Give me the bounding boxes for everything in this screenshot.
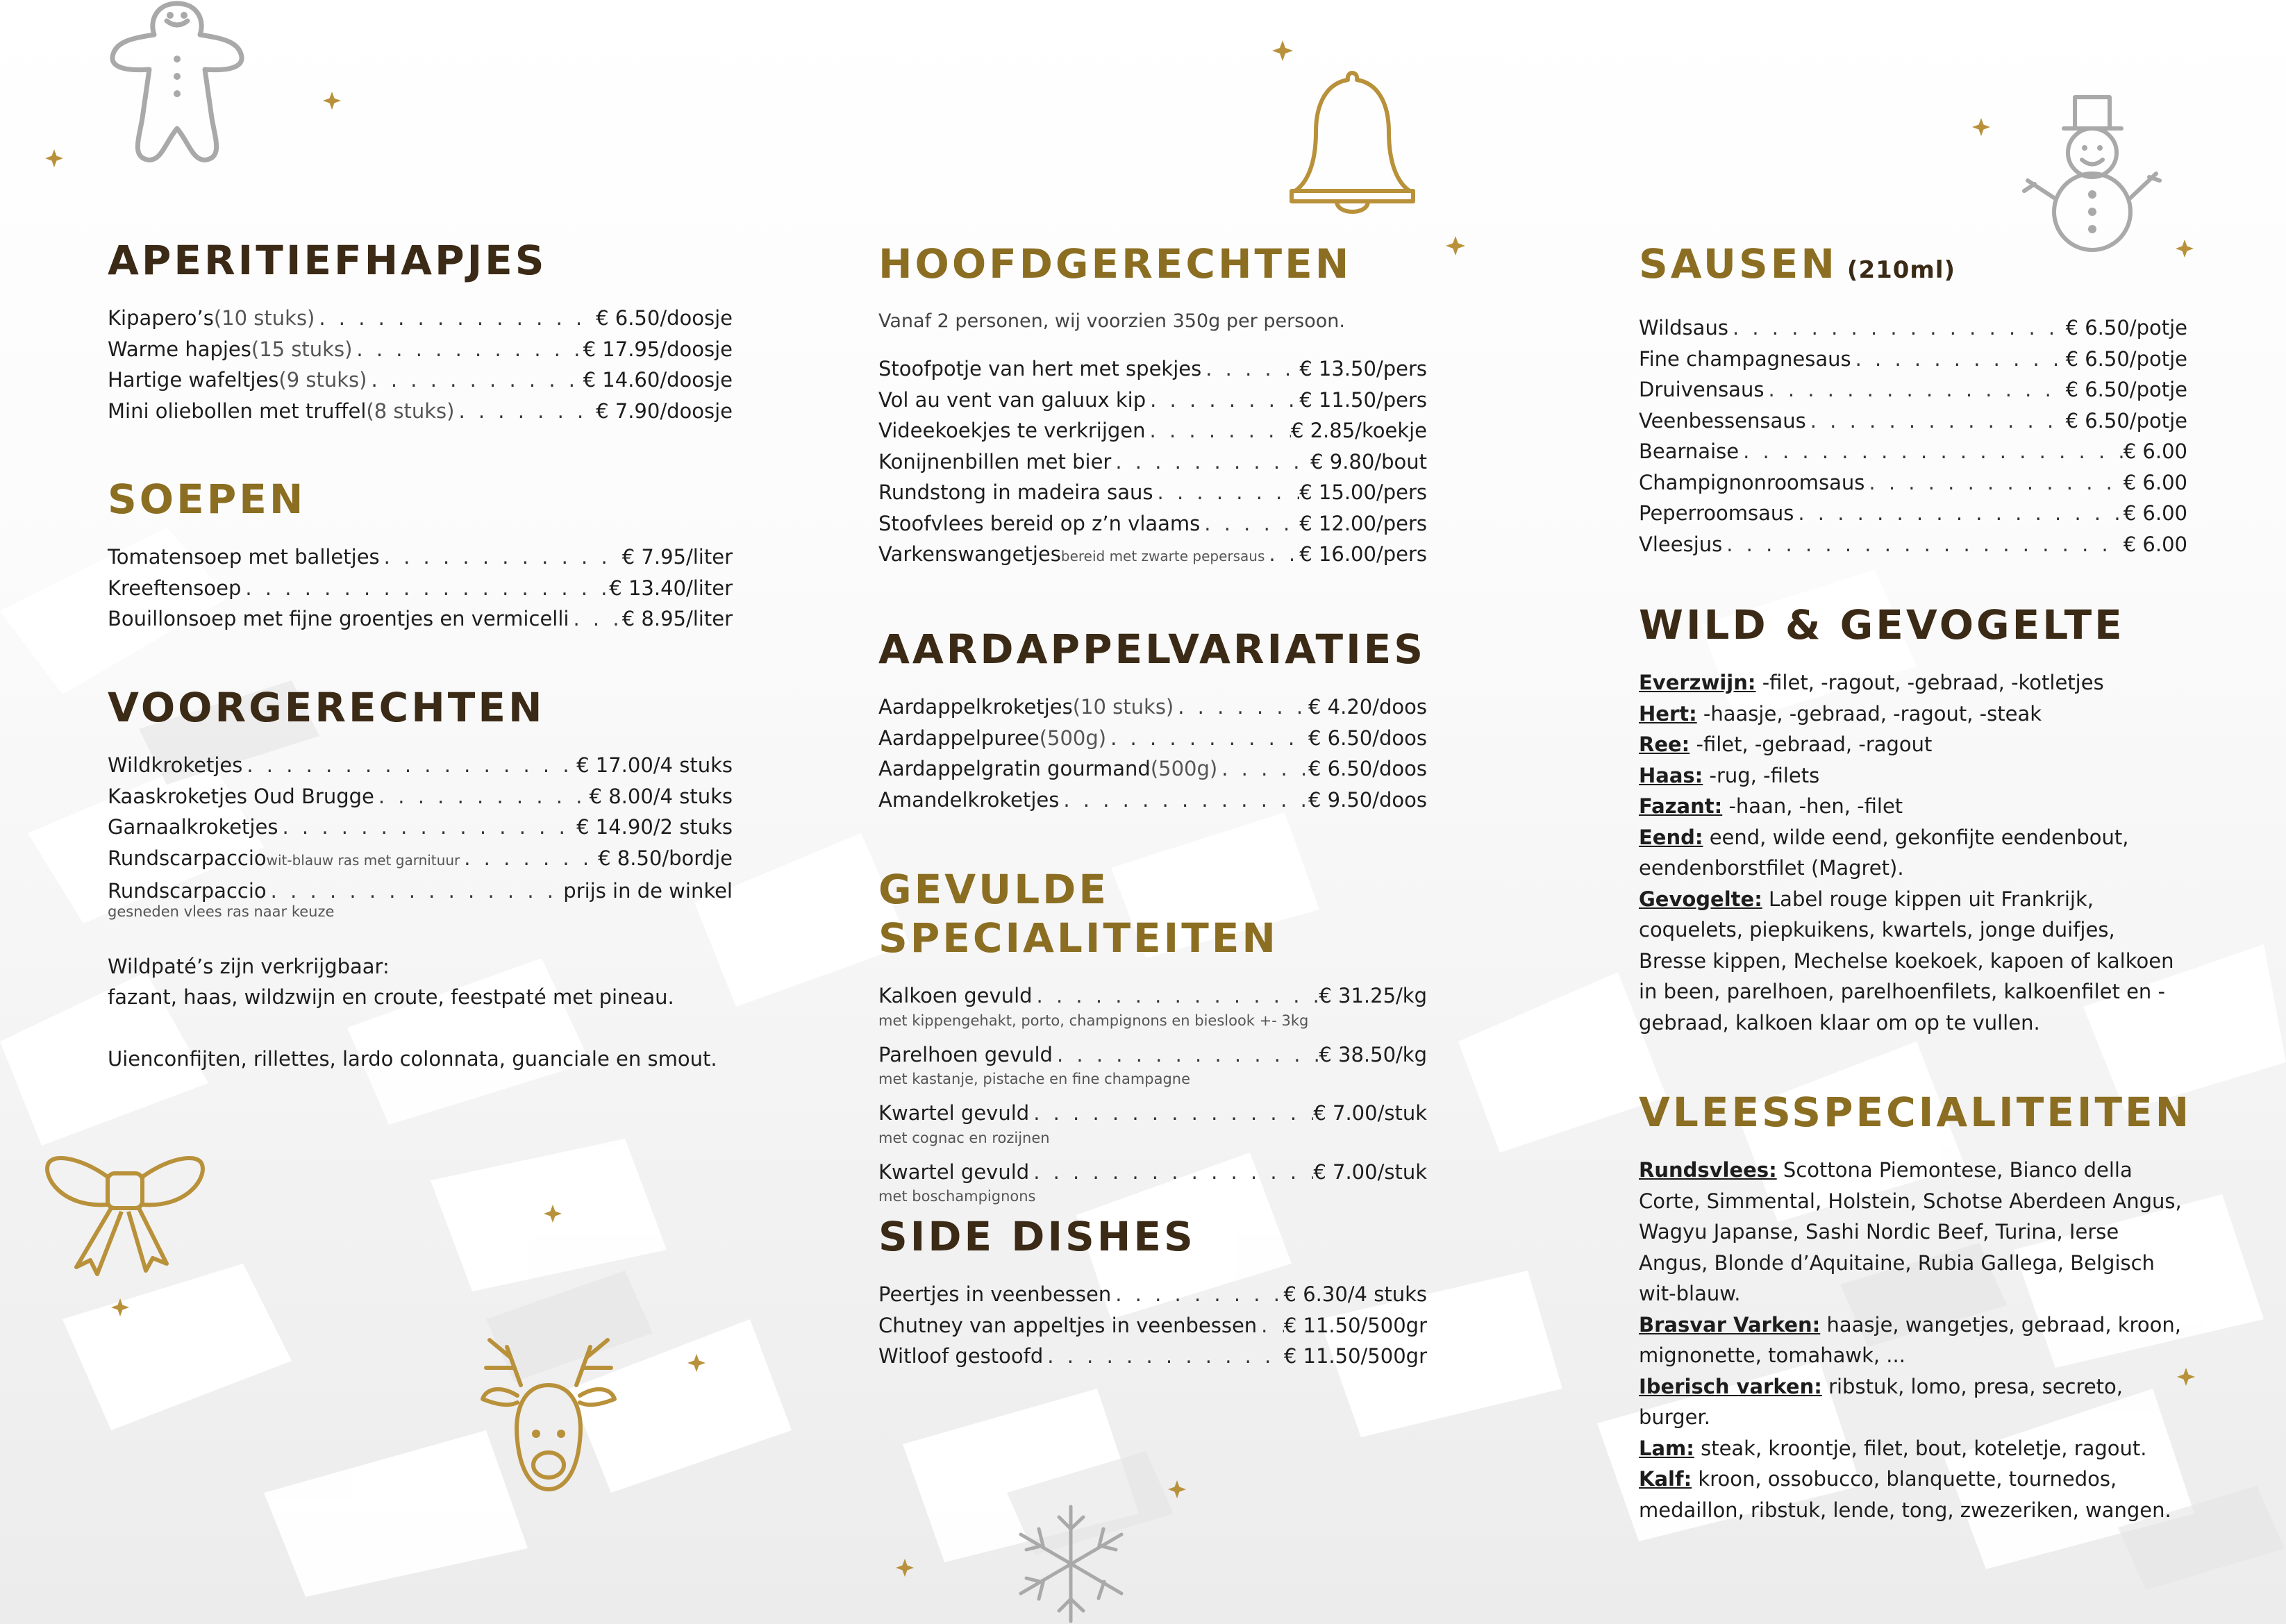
dot-leader bbox=[1864, 467, 2123, 499]
bell-icon bbox=[1288, 66, 1417, 222]
item-price: € 17.95/doosje bbox=[583, 337, 733, 361]
product-entry bbox=[1639, 791, 2187, 822]
dot-leader bbox=[460, 843, 598, 874]
item-price: € 7.95/liter bbox=[621, 545, 733, 569]
item-price: € 14.90/2 stuks bbox=[576, 815, 733, 839]
menu-item bbox=[108, 542, 733, 573]
product-entry bbox=[1639, 729, 2187, 760]
product-category: Iberisch varken: bbox=[1639, 1374, 1822, 1398]
item-price: € 17.00/4 stuks bbox=[576, 753, 733, 777]
dot-leader bbox=[454, 396, 596, 427]
menu-item bbox=[108, 573, 733, 604]
sparkle-icon bbox=[45, 149, 63, 167]
item-name: Stoofvlees bereid op z’n vlaams bbox=[878, 511, 1201, 535]
product-entry bbox=[1639, 1433, 2187, 1464]
dot-leader bbox=[374, 781, 590, 812]
product-entry bbox=[1639, 1155, 2187, 1309]
product-text: haasje, wangetjes, gebraad, kroon, mignonette, tomahawk, ... bbox=[1639, 1312, 2181, 1367]
item-price: € 6.50/doosje bbox=[596, 306, 733, 330]
menu-item bbox=[1639, 312, 2187, 344]
item-name: Aardappelkroketjes bbox=[878, 695, 1073, 719]
menu-item bbox=[108, 334, 733, 365]
product-entry bbox=[1639, 884, 2187, 1039]
item-name: Fine champagnesaus bbox=[1639, 346, 1851, 371]
item-quantity: (15 stuks) bbox=[251, 337, 353, 361]
dot-leader bbox=[352, 334, 583, 365]
price-list bbox=[108, 750, 733, 907]
menu-item bbox=[878, 980, 1427, 1012]
item-name: Veenbessensaus bbox=[1639, 408, 1806, 433]
dot-leader bbox=[1265, 539, 1299, 570]
product-entry bbox=[1639, 667, 2187, 698]
product-category: Rundsvlees: bbox=[1639, 1158, 1777, 1182]
item-price: € 13.50/pers bbox=[1299, 357, 1427, 380]
product-text: ribstuk, lomo, presa, secreto, burger. bbox=[1639, 1374, 2123, 1429]
section-voorgerechten bbox=[108, 683, 733, 1074]
dot-leader bbox=[1764, 374, 2065, 405]
gingerbread-icon bbox=[104, 0, 250, 174]
item-price: € 11.50/500gr bbox=[1283, 1344, 1427, 1368]
price-list bbox=[878, 353, 1427, 572]
menu-item bbox=[878, 692, 1427, 723]
product-text: -haasje, -gebraad, -ragout, -steak bbox=[1696, 701, 2042, 726]
item-name: Tomatensoep met balletjes bbox=[108, 545, 380, 569]
item-name: Mini oliebollen met truffel bbox=[108, 399, 367, 423]
item-name: Hartige wafeltjes bbox=[108, 368, 279, 392]
sparkle-icon bbox=[544, 1205, 562, 1223]
product-entry bbox=[1639, 822, 2187, 884]
item-price: € 6.30/4 stuks bbox=[1283, 1282, 1427, 1306]
dot-leader bbox=[1806, 405, 2066, 437]
dot-leader bbox=[1059, 785, 1308, 816]
item-price: € 31.25/kg bbox=[1319, 984, 1427, 1007]
item-price: € 38.50/kg bbox=[1319, 1042, 1427, 1066]
section-title bbox=[1639, 240, 2187, 294]
item-note: bereid met zwarte pepersaus bbox=[1060, 548, 1265, 564]
item-name: Bouillonsoep met fijne groentjes en vermicelli bbox=[108, 607, 569, 630]
bow-icon bbox=[42, 1139, 208, 1278]
item-name: Vleesjus bbox=[1639, 532, 1723, 556]
item-name: Warme hapjes bbox=[108, 337, 251, 361]
item-price: € 11.50/500gr bbox=[1283, 1313, 1427, 1337]
item-price: € 6.50/potje bbox=[2065, 346, 2187, 371]
item-name: Vol au vent van galuux kip bbox=[878, 387, 1146, 412]
item-name: Konijnenbillen met bier bbox=[878, 449, 1112, 474]
menu-item bbox=[108, 781, 733, 812]
menu-item bbox=[108, 365, 733, 396]
item-name: Witloof gestoofd bbox=[878, 1344, 1044, 1368]
section-aperitiefhapjes bbox=[108, 236, 733, 426]
item-price: € 6.00 bbox=[2123, 470, 2187, 494]
dot-leader bbox=[1043, 1341, 1284, 1372]
menu-item bbox=[878, 477, 1427, 508]
sparkle-icon bbox=[1168, 1480, 1186, 1498]
price-list bbox=[878, 980, 1427, 1205]
item-price: € 12.00/pers bbox=[1299, 511, 1427, 535]
menu-item bbox=[878, 723, 1427, 754]
item-quantity: (10 stuks) bbox=[1072, 695, 1174, 719]
section-side-dishes bbox=[878, 1212, 1427, 1372]
menu-item bbox=[878, 1279, 1427, 1310]
section-title: GEVULDE SPECIALITEITEN bbox=[878, 866, 1278, 962]
dot-leader bbox=[1111, 446, 1310, 478]
product-category: Lam: bbox=[1639, 1436, 1694, 1460]
item-price: € 6.50/doos bbox=[1308, 726, 1427, 750]
item-price: € 2.85/koekje bbox=[1290, 419, 1427, 442]
section-gevulde-specialiteiten bbox=[878, 865, 1427, 1215]
dot-leader bbox=[1146, 385, 1299, 416]
menu-item bbox=[108, 843, 733, 876]
product-text: steak, kroontje, filet, bout, koteletje, ragout. bbox=[1694, 1436, 2147, 1460]
dot-leader bbox=[278, 812, 576, 843]
section-hoofdgerechten bbox=[878, 240, 1427, 572]
menu-item bbox=[878, 785, 1427, 816]
dot-leader bbox=[1153, 477, 1300, 508]
item-name: Kaaskroketjes Oud Brugge bbox=[108, 784, 374, 808]
item-quantity: (500g) bbox=[1150, 757, 1218, 780]
menu-item bbox=[108, 603, 733, 635]
product-entry bbox=[1639, 698, 2187, 730]
pate-title: Wildpaté’s zijn verkrijgbaar: bbox=[108, 954, 390, 978]
item-name: Videekoekjes te verkrijgen bbox=[878, 419, 1146, 442]
dot-leader bbox=[569, 603, 621, 635]
sparkle-icon bbox=[1446, 236, 1465, 256]
item-price: € 8.50/bordje bbox=[598, 846, 733, 870]
item-quantity: (10 stuks) bbox=[213, 306, 315, 330]
item-price: € 7.00/stuk bbox=[1313, 1101, 1427, 1125]
menu-item bbox=[878, 1341, 1427, 1372]
dot-leader bbox=[1728, 312, 2066, 344]
item-price: € 4.20/doos bbox=[1308, 695, 1427, 719]
section-title: HOOFDGERECHTEN bbox=[878, 240, 1352, 287]
item-price: € 6.00 bbox=[2123, 532, 2187, 556]
section-title: VOORGERECHTEN bbox=[108, 684, 545, 731]
dot-leader bbox=[1033, 980, 1319, 1012]
dot-leader bbox=[1029, 1098, 1313, 1129]
menu-item bbox=[1639, 498, 2187, 529]
section-subtitle: (210ml) bbox=[1846, 256, 1956, 284]
price-list bbox=[108, 303, 733, 426]
product-list bbox=[1639, 667, 2187, 1038]
dot-leader bbox=[1257, 1310, 1284, 1341]
menu-item bbox=[878, 539, 1427, 572]
product-category: Fazant: bbox=[1639, 794, 1723, 818]
item-price: € 6.00 bbox=[2123, 440, 2187, 463]
sparkle-icon bbox=[1272, 40, 1293, 61]
section-title: AARDAPPELVARIATIES bbox=[878, 626, 1426, 673]
item-description: met cognac en rozijnen bbox=[878, 1129, 1050, 1146]
dot-leader bbox=[1851, 344, 2066, 375]
item-name: Aardappelpuree bbox=[878, 726, 1040, 750]
menu-item bbox=[1639, 467, 2187, 499]
item-name: Rundscarpaccio bbox=[108, 846, 267, 870]
item-price: € 13.40/liter bbox=[609, 576, 733, 600]
item-name: Kreeftensoep bbox=[108, 576, 242, 600]
item-name: Kwartel gevuld bbox=[878, 1101, 1030, 1125]
product-category: Ree: bbox=[1639, 733, 1690, 756]
item-name: Wildkroketjes bbox=[108, 753, 243, 777]
menu-item bbox=[878, 1098, 1427, 1129]
dot-leader bbox=[1217, 753, 1308, 785]
product-text: -filet, -gebraad, -ragout bbox=[1690, 733, 1933, 756]
item-price: € 7.00/stuk bbox=[1313, 1160, 1427, 1184]
section-aardappelvariaties bbox=[878, 625, 1427, 815]
menu-item bbox=[1639, 436, 2187, 467]
item-description: met kippengehakt, porto, champignons en bieslook +- 3kg bbox=[878, 1012, 1309, 1029]
item-price: € 6.50/potje bbox=[2065, 316, 2187, 340]
item-name: Varkenswangetjes bbox=[878, 542, 1061, 566]
product-text: -haan, -hen, -filet bbox=[1722, 794, 1903, 818]
product-text: -filet, -ragout, -gebraad, -kotletjes bbox=[1755, 671, 2104, 694]
dot-leader bbox=[242, 750, 576, 781]
section-title-text: SAUSEN bbox=[1639, 240, 1837, 287]
dot-leader bbox=[1200, 508, 1299, 539]
sparkle-icon bbox=[1972, 118, 1990, 136]
dot-leader bbox=[1029, 1157, 1313, 1188]
price-list bbox=[1639, 312, 2187, 560]
section-soepen bbox=[108, 475, 733, 635]
dot-leader bbox=[267, 876, 564, 907]
item-price: € 6.50/potje bbox=[2065, 408, 2187, 433]
item-name: Druivensaus bbox=[1639, 378, 1764, 401]
item-price: € 16.00/pers bbox=[1299, 542, 1427, 566]
sparkle-icon bbox=[687, 1354, 706, 1372]
menu-item bbox=[878, 415, 1427, 446]
dot-leader bbox=[241, 573, 609, 604]
item-name: Bearnaise bbox=[1639, 440, 1739, 463]
dot-leader bbox=[1739, 436, 2124, 467]
item-name: Garnaalkroketjes bbox=[108, 815, 278, 839]
item-name: Stoofpotje van hert met spekjes bbox=[878, 357, 1202, 380]
snowman-icon bbox=[2021, 94, 2167, 253]
item-name: Wildsaus bbox=[1639, 316, 1728, 340]
product-entry bbox=[1639, 1309, 2187, 1371]
dot-leader bbox=[1111, 1279, 1283, 1310]
item-price: € 6.50/potje bbox=[2065, 378, 2187, 401]
product-text: -rug, -filets bbox=[1703, 763, 1820, 787]
section-intro: Vanaf 2 personen, wij voorzien 350g per persoon. bbox=[878, 310, 1345, 332]
menu-item bbox=[108, 396, 733, 427]
item-description: gesneden vlees ras naar keuze bbox=[108, 903, 335, 920]
product-text: eend, wilde eend, gekonfijte eendenbout, eendenborstfilet (Magret). bbox=[1639, 825, 2129, 880]
item-name: Parelhoen gevuld bbox=[878, 1042, 1053, 1066]
item-price: € 11.50/pers bbox=[1299, 387, 1427, 412]
menu-item bbox=[108, 876, 733, 907]
menu-item bbox=[108, 812, 733, 843]
sparkle-icon bbox=[111, 1298, 129, 1316]
price-list bbox=[878, 692, 1427, 815]
item-name: Peperroomsaus bbox=[1639, 501, 1794, 525]
item-quantity: (9 stuks) bbox=[278, 368, 367, 392]
product-category: Gevogelte: bbox=[1639, 887, 1762, 911]
product-list bbox=[1639, 1155, 2187, 1525]
section-wild-gevogelte bbox=[1639, 601, 2187, 1038]
product-entry bbox=[1639, 1371, 2187, 1433]
dot-leader bbox=[1201, 353, 1299, 385]
dot-leader bbox=[1053, 1039, 1319, 1071]
item-name: Amandelkroketjes bbox=[878, 787, 1060, 812]
item-name: Kwartel gevuld bbox=[878, 1160, 1030, 1184]
section-title: WILD & GEVOGELTE bbox=[1639, 601, 2125, 648]
item-price: € 8.00/4 stuks bbox=[589, 784, 733, 808]
item-name: Peertjes in veenbessen bbox=[878, 1282, 1112, 1306]
product-category: Haas: bbox=[1639, 763, 1703, 787]
sparkle-icon bbox=[896, 1559, 914, 1577]
item-name: Chutney van appeltjes in veenbessen bbox=[878, 1313, 1258, 1337]
product-text: Scottona Piemontese, Bianco della Corte, Simmental, Holstein, Schotse Aberdeen Angus, Wagyu Japanse, Sashi Nordic Beef, Turina, Ierse Angus, Blonde d’Aquitaine, Rubia Gallega, Belgisch wit-blauw. bbox=[1639, 1158, 2182, 1305]
product-category: Kalf: bbox=[1639, 1467, 1692, 1491]
item-name: Rundscarpaccio bbox=[108, 879, 267, 903]
menu-item bbox=[1639, 344, 2187, 375]
item-price: € 14.60/doosje bbox=[583, 368, 733, 392]
menu-item bbox=[878, 385, 1427, 416]
item-price: € 7.90/doosje bbox=[596, 399, 733, 423]
item-price: € 6.50/doos bbox=[1308, 757, 1427, 780]
menu-item bbox=[878, 508, 1427, 539]
item-name: Champignonroomsaus bbox=[1639, 470, 1865, 494]
item-price: € 15.00/pers bbox=[1299, 480, 1427, 504]
menu-item bbox=[878, 1157, 1427, 1188]
section-sausen bbox=[1639, 240, 2187, 560]
item-price: € 9.80/bout bbox=[1310, 449, 1427, 474]
item-quantity: (500g) bbox=[1039, 726, 1107, 750]
section-title: SIDE DISHES bbox=[878, 1213, 1196, 1260]
item-description: met kastanje, pistache en fine champagne bbox=[878, 1071, 1191, 1087]
product-category: Hert: bbox=[1639, 701, 1697, 726]
item-note: wit-blauw ras met garnituur bbox=[266, 851, 460, 869]
item-quantity: (8 stuks) bbox=[366, 399, 455, 423]
menu-item bbox=[878, 1310, 1427, 1341]
product-entry bbox=[1639, 1464, 2187, 1525]
reindeer-icon bbox=[472, 1319, 625, 1500]
dot-leader bbox=[1174, 692, 1308, 723]
dot-leader bbox=[380, 542, 622, 573]
product-category: Eend: bbox=[1639, 825, 1703, 849]
menu-item bbox=[878, 1039, 1427, 1071]
menu-item bbox=[878, 446, 1427, 478]
menu-item bbox=[108, 303, 733, 334]
section-title: SOEPEN bbox=[108, 476, 306, 523]
menu-item bbox=[1639, 529, 2187, 560]
snowflake-icon bbox=[1007, 1500, 1135, 1624]
item-name: Aardappelgratin gourmand bbox=[878, 757, 1151, 780]
menu-item bbox=[878, 353, 1427, 385]
dot-leader bbox=[1106, 723, 1308, 754]
section-vleesspecialiteiten bbox=[1639, 1088, 2192, 1525]
dot-leader bbox=[1794, 498, 2123, 529]
product-text: Label rouge kippen uit Frankrijk, coquelets, piepkuikens, kwartels, jonge duifjes, Bresse kippen, Mechelse koekoek, kapoen of kalkoen in been, parelhoen, parelhoenfilets, kalkoenfilet en -gebraad, kalkoen klaar om op te vullen. bbox=[1639, 887, 2174, 1035]
product-text: kroon, ossobucco, blanquette, tournedos, medaillon, ribstuk, lende, tong, zwezeriken, wangen. bbox=[1639, 1467, 2171, 1522]
dot-leader bbox=[1722, 529, 2124, 560]
product-category: Brasvar Varken: bbox=[1639, 1312, 1821, 1337]
item-price: € 9.50/doos bbox=[1308, 787, 1427, 812]
menu-item bbox=[1639, 374, 2187, 405]
item-name: Kipapero’s bbox=[108, 306, 214, 330]
item-price: € 6.00 bbox=[2123, 501, 2187, 525]
extra-products: Uienconfijten, rillettes, lardo colonnata, guanciale en smout. bbox=[108, 1046, 717, 1071]
product-category: Everzwijn: bbox=[1639, 671, 1756, 694]
price-list bbox=[878, 1279, 1427, 1372]
menu-item bbox=[1639, 405, 2187, 437]
dot-leader bbox=[1146, 415, 1291, 446]
pate-text: fazant, haas, wildzwijn en croute, feestpaté met pineau. bbox=[108, 985, 674, 1009]
item-description: met boschampignons bbox=[878, 1188, 1036, 1205]
menu-item bbox=[108, 750, 733, 781]
item-price: € 8.95/liter bbox=[621, 607, 733, 630]
section-title: APERITIEFHAPJES bbox=[108, 237, 547, 284]
item-name: Rundstong in madeira saus bbox=[878, 480, 1153, 504]
item-price: prijs in de winkel bbox=[563, 879, 733, 903]
sparkle-icon bbox=[323, 92, 341, 110]
dot-leader bbox=[367, 365, 583, 396]
section-title: VLEESSPECIALITEITEN bbox=[1639, 1089, 2192, 1136]
menu-item bbox=[878, 753, 1427, 785]
item-name: Kalkoen gevuld bbox=[878, 984, 1033, 1007]
product-entry bbox=[1639, 760, 2187, 792]
dot-leader bbox=[315, 303, 596, 334]
price-list bbox=[108, 542, 733, 635]
